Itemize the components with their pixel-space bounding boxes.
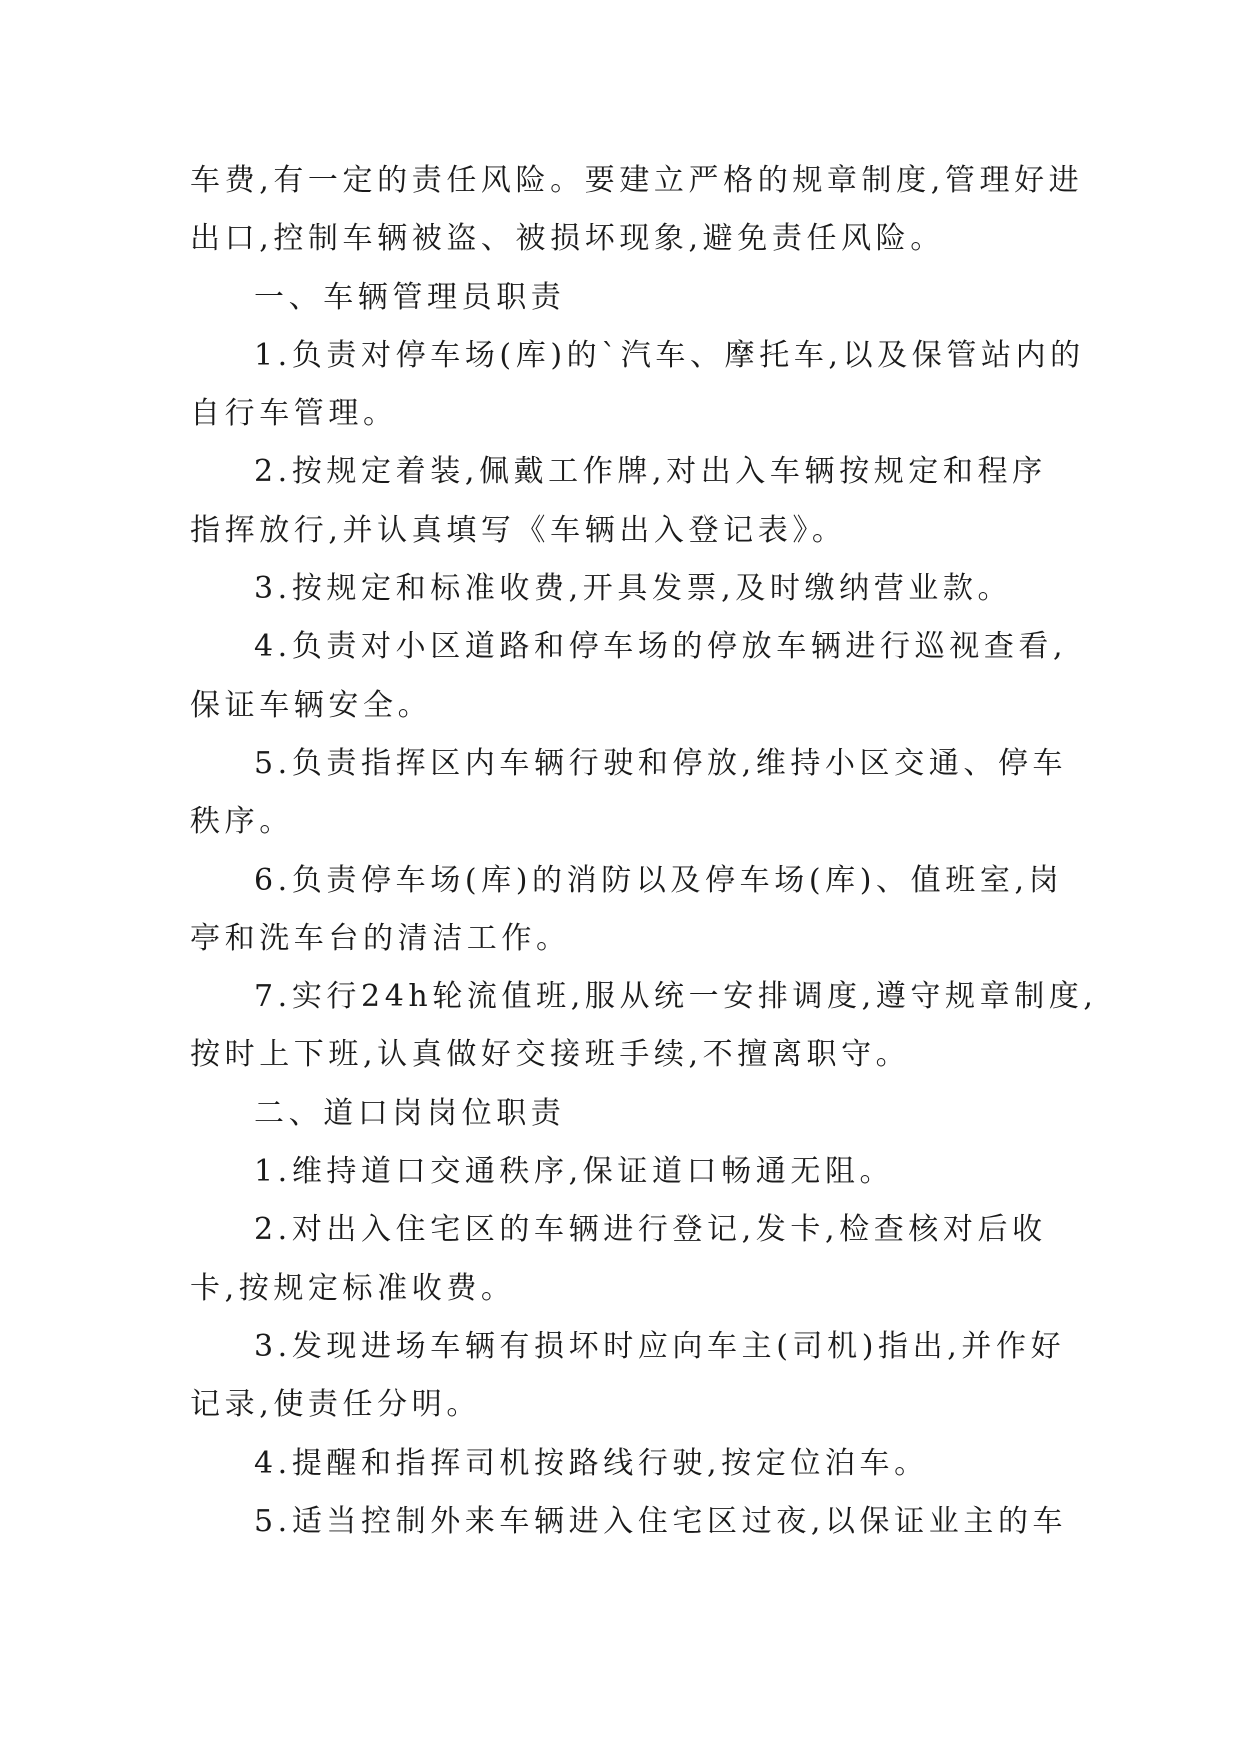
text-line: 秩序。 — [190, 804, 294, 840]
section-heading: 一、车辆管理员职责 — [254, 279, 566, 315]
text-line: 3.按规定和标准收费,开具发票,及时缴纳营业款。 — [254, 571, 1013, 607]
text-line: 记录,使责任分明。 — [190, 1387, 481, 1423]
text-line: 5.负责指挥区内车辆行驶和停放,维持小区交通、停车 — [254, 745, 1068, 781]
text-line: 指挥放行,并认真填写《车辆出入登记表》。 — [190, 512, 847, 548]
text-line: 6.负责停车场(库)的消防以及停车场(库)、值班室,岗 — [254, 862, 1064, 898]
text-line: 按时上下班,认真做好交接班手续,不擅离职守。 — [190, 1037, 911, 1073]
text-line: 亭和洗车台的清洁工作。 — [190, 920, 571, 956]
text-line: 4.负责对小区道路和停车场的停放车辆进行巡视查看, — [254, 629, 1068, 665]
text-line: 7.实行24h轮流值班,服从统一安排调度,遵守规章制度, — [254, 979, 1098, 1015]
document-body — [190, 152, 1098, 1551]
text-line: 出口,控制车辆被盗、被损坏现象,避免责任风险。 — [190, 221, 945, 257]
text-line: 1.维持道口交通秩序,保证道口畅通无阻。 — [254, 1154, 895, 1190]
text-line: 保证车辆安全。 — [190, 687, 433, 723]
text-line: 2.按规定着装,佩戴工作牌,对出入车辆按规定和程序 — [254, 454, 1047, 490]
text-line: 1.负责对停车场(库)的`汽车、摩托车,以及保管站内的 — [254, 337, 1085, 373]
text-line: 2.对出入住宅区的车辆进行登记,发卡,检查核对后收 — [254, 1212, 1047, 1248]
section-heading: 二、道口岗岗位职责 — [254, 1095, 566, 1131]
text-line: 5.适当控制外来车辆进入住宅区过夜,以保证业主的车 — [254, 1503, 1068, 1539]
text-line: 4.提醒和指挥司机按路线行驶,按定位泊车。 — [254, 1445, 929, 1481]
text-line: 自行车管理。 — [190, 396, 398, 432]
text-line: 卡,按规定标准收费。 — [190, 1270, 516, 1306]
text-line: 3.发现进场车辆有损坏时应向车主(司机)指出,并作好 — [254, 1328, 1066, 1364]
text-line: 车费,有一定的责任风险。要建立严格的规章制度,管理好进 — [190, 163, 1084, 198]
